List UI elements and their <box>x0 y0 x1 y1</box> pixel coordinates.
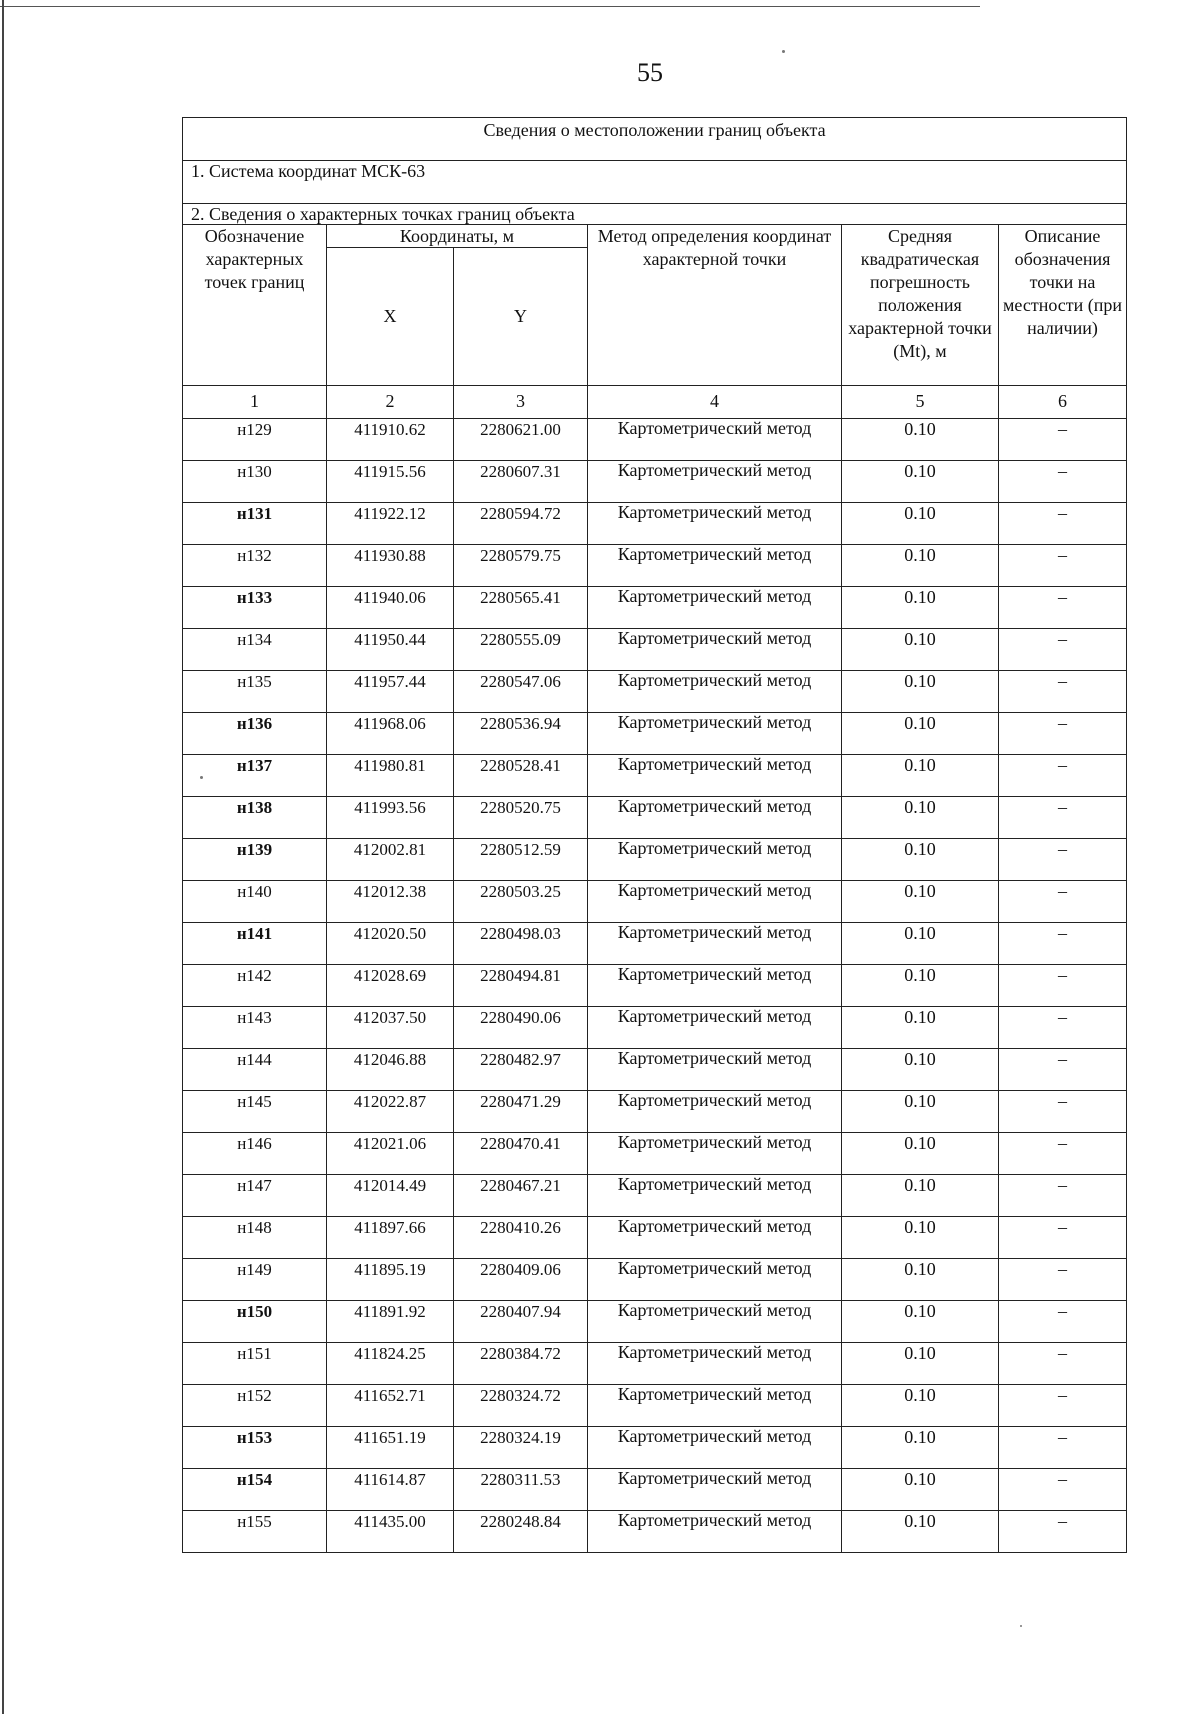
point-description: – <box>999 503 1127 545</box>
point-designation: н132 <box>183 545 327 587</box>
header-description: Описание обозначения точки на местности (при наличии) <box>999 225 1127 386</box>
x-coordinate: 412014.49 <box>327 1175 454 1217</box>
mean-error: 0.10 <box>842 503 999 545</box>
method-cell: Картометрический метод <box>588 1427 842 1469</box>
x-coordinate: 412020.50 <box>327 923 454 965</box>
point-description: – <box>999 965 1127 1007</box>
y-coordinate: 2280324.72 <box>454 1385 588 1427</box>
point-description: – <box>999 1301 1127 1343</box>
header-coordinates: Координаты, м <box>327 225 588 248</box>
method-cell: Картометрический метод <box>588 881 842 923</box>
point-designation: н145 <box>183 1091 327 1133</box>
point-description: – <box>999 839 1127 881</box>
y-coordinate: 2280324.19 <box>454 1427 588 1469</box>
y-coordinate: 2280384.72 <box>454 1343 588 1385</box>
x-coordinate: 411930.88 <box>327 545 454 587</box>
method-cell: Картометрический метод <box>588 1049 842 1091</box>
table-row <box>183 1133 1127 1175</box>
x-coordinate: 411950.44 <box>327 629 454 671</box>
y-coordinate: 2280512.59 <box>454 839 588 881</box>
point-description: – <box>999 1049 1127 1091</box>
y-coordinate: 2280248.84 <box>454 1511 588 1553</box>
mean-error: 0.10 <box>842 587 999 629</box>
table-row <box>183 839 1127 881</box>
x-coordinate: 412022.87 <box>327 1091 454 1133</box>
point-description: – <box>999 1511 1127 1553</box>
method-cell: Картометрический метод <box>588 587 842 629</box>
point-designation: н147 <box>183 1175 327 1217</box>
table-row <box>183 1469 1127 1511</box>
method-cell: Картометрический метод <box>588 839 842 881</box>
header-y: Y <box>454 248 588 386</box>
column-number-1: 1 <box>183 386 327 419</box>
method-cell: Картометрический метод <box>588 1511 842 1553</box>
method-cell: Картометрический метод <box>588 1469 842 1511</box>
x-coordinate: 412021.06 <box>327 1133 454 1175</box>
mean-error: 0.10 <box>842 755 999 797</box>
mean-error: 0.10 <box>842 797 999 839</box>
x-coordinate: 411614.87 <box>327 1469 454 1511</box>
y-coordinate: 2280409.06 <box>454 1259 588 1301</box>
header-mean-error-label: Средняя квадратическая погрешность положения характерной точки (Mt), м <box>848 226 992 361</box>
header-method: Метод определения координат характерной точки <box>588 225 842 386</box>
x-coordinate: 412002.81 <box>327 839 454 881</box>
x-coordinate: 411922.12 <box>327 503 454 545</box>
point-designation: н130 <box>183 461 327 503</box>
method-cell: Картометрический метод <box>588 461 842 503</box>
point-designation: н144 <box>183 1049 327 1091</box>
table-row <box>183 1049 1127 1091</box>
point-description: – <box>999 1427 1127 1469</box>
point-description: – <box>999 461 1127 503</box>
x-coordinate: 412012.38 <box>327 881 454 923</box>
method-cell: Картометрический метод <box>588 713 842 755</box>
x-coordinate: 411993.56 <box>327 797 454 839</box>
column-number-4: 4 <box>588 386 842 419</box>
point-description: – <box>999 713 1127 755</box>
x-coordinate: 411651.19 <box>327 1427 454 1469</box>
mean-error: 0.10 <box>842 1343 999 1385</box>
mean-error: 0.10 <box>842 1091 999 1133</box>
x-coordinate: 411895.19 <box>327 1259 454 1301</box>
table-row <box>183 755 1127 797</box>
y-coordinate: 2280528.41 <box>454 755 588 797</box>
point-description: – <box>999 1133 1127 1175</box>
y-coordinate: 2280407.94 <box>454 1301 588 1343</box>
mean-error: 0.10 <box>842 965 999 1007</box>
method-cell: Картометрический метод <box>588 629 842 671</box>
point-designation: н143 <box>183 1007 327 1049</box>
header-x: X <box>327 248 454 386</box>
mean-error: 0.10 <box>842 545 999 587</box>
x-coordinate: 411957.44 <box>327 671 454 713</box>
point-description: – <box>999 923 1127 965</box>
y-coordinate: 2280621.00 <box>454 419 588 461</box>
x-coordinate: 412037.50 <box>327 1007 454 1049</box>
point-description: – <box>999 629 1127 671</box>
y-coordinate: 2280467.21 <box>454 1175 588 1217</box>
point-description: – <box>999 1343 1127 1385</box>
point-designation: н155 <box>183 1511 327 1553</box>
x-coordinate: 411435.00 <box>327 1511 454 1553</box>
mean-error: 0.10 <box>842 461 999 503</box>
table-row <box>183 713 1127 755</box>
x-coordinate: 412028.69 <box>327 965 454 1007</box>
y-coordinate: 2280555.09 <box>454 629 588 671</box>
method-cell: Картометрический метод <box>588 1301 842 1343</box>
point-description: – <box>999 797 1127 839</box>
mean-error: 0.10 <box>842 1301 999 1343</box>
point-designation: н153 <box>183 1427 327 1469</box>
point-description: – <box>999 881 1127 923</box>
x-coordinate: 411897.66 <box>327 1217 454 1259</box>
point-designation: н136 <box>183 713 327 755</box>
table-row <box>183 671 1127 713</box>
point-designation: н151 <box>183 1343 327 1385</box>
table-row <box>183 629 1127 671</box>
point-designation: н140 <box>183 881 327 923</box>
point-description: – <box>999 755 1127 797</box>
method-cell: Картометрический метод <box>588 1343 842 1385</box>
mean-error: 0.10 <box>842 1427 999 1469</box>
point-designation: н141 <box>183 923 327 965</box>
y-coordinate: 2280547.06 <box>454 671 588 713</box>
table-row <box>183 1427 1127 1469</box>
x-coordinate: 411915.56 <box>327 461 454 503</box>
method-cell: Картометрический метод <box>588 1259 842 1301</box>
mean-error: 0.10 <box>842 923 999 965</box>
method-cell: Картометрический метод <box>588 797 842 839</box>
point-designation: н135 <box>183 671 327 713</box>
method-cell: Картометрический метод <box>588 1385 842 1427</box>
point-description: – <box>999 1385 1127 1427</box>
point-designation: н137 <box>183 755 327 797</box>
point-designation: н131 <box>183 503 327 545</box>
header-mean-error <box>842 225 999 386</box>
point-designation: н134 <box>183 629 327 671</box>
point-description: – <box>999 419 1127 461</box>
table-row <box>183 1091 1127 1133</box>
y-coordinate: 2280503.25 <box>454 881 588 923</box>
x-coordinate: 411980.81 <box>327 755 454 797</box>
point-description: – <box>999 1175 1127 1217</box>
x-coordinate: 411891.92 <box>327 1301 454 1343</box>
point-designation: н148 <box>183 1217 327 1259</box>
point-description: – <box>999 1091 1127 1133</box>
mean-error: 0.10 <box>842 1175 999 1217</box>
y-coordinate: 2280410.26 <box>454 1217 588 1259</box>
y-coordinate: 2280498.03 <box>454 923 588 965</box>
column-number-5: 5 <box>842 386 999 419</box>
point-description: – <box>999 587 1127 629</box>
page-number: 55 <box>637 58 663 87</box>
method-cell: Картометрический метод <box>588 1007 842 1049</box>
scan-speck <box>200 776 203 779</box>
point-description: – <box>999 1469 1127 1511</box>
mean-error: 0.10 <box>842 1049 999 1091</box>
table-row <box>183 797 1127 839</box>
method-cell: Картометрический метод <box>588 1133 842 1175</box>
mean-error: 0.10 <box>842 1217 999 1259</box>
table-row <box>183 587 1127 629</box>
table-row <box>183 1511 1127 1553</box>
column-number-3: 3 <box>454 386 588 419</box>
table-row <box>183 1343 1127 1385</box>
point-designation: н142 <box>183 965 327 1007</box>
point-description: – <box>999 545 1127 587</box>
table-row <box>183 503 1127 545</box>
column-number-6: 6 <box>999 386 1127 419</box>
table-row <box>183 545 1127 587</box>
scan-speck <box>1020 1625 1022 1627</box>
scan-left-edge <box>2 0 4 1714</box>
mean-error: 0.10 <box>842 839 999 881</box>
y-coordinate: 2280482.97 <box>454 1049 588 1091</box>
point-designation: н152 <box>183 1385 327 1427</box>
y-coordinate: 2280536.94 <box>454 713 588 755</box>
method-cell: Картометрический метод <box>588 923 842 965</box>
mean-error: 0.10 <box>842 629 999 671</box>
y-coordinate: 2280607.31 <box>454 461 588 503</box>
y-coordinate: 2280311.53 <box>454 1469 588 1511</box>
y-coordinate: 2280565.41 <box>454 587 588 629</box>
boundary-points-table <box>182 117 1127 1553</box>
y-coordinate: 2280520.75 <box>454 797 588 839</box>
y-coordinate: 2280490.06 <box>454 1007 588 1049</box>
y-coordinate: 2280470.41 <box>454 1133 588 1175</box>
point-designation: н138 <box>183 797 327 839</box>
scan-top-edge <box>0 6 980 7</box>
table-row <box>183 881 1127 923</box>
point-description: – <box>999 1217 1127 1259</box>
point-description: – <box>999 671 1127 713</box>
x-coordinate: 411940.06 <box>327 587 454 629</box>
method-cell: Картометрический метод <box>588 965 842 1007</box>
table-row <box>183 1385 1127 1427</box>
point-designation: н150 <box>183 1301 327 1343</box>
table-row <box>183 1301 1127 1343</box>
y-coordinate: 2280594.72 <box>454 503 588 545</box>
y-coordinate: 2280494.81 <box>454 965 588 1007</box>
table-row <box>183 965 1127 1007</box>
point-designation: н129 <box>183 419 327 461</box>
section-heading: 2. Сведения о характерных точках границ объекта <box>183 204 1127 225</box>
mean-error: 0.10 <box>842 713 999 755</box>
point-designation: н146 <box>183 1133 327 1175</box>
method-cell: Картометрический метод <box>588 419 842 461</box>
mean-error: 0.10 <box>842 881 999 923</box>
mean-error: 0.10 <box>842 671 999 713</box>
point-designation: н149 <box>183 1259 327 1301</box>
x-coordinate: 411968.06 <box>327 713 454 755</box>
table-row <box>183 1007 1127 1049</box>
method-cell: Картометрический метод <box>588 671 842 713</box>
table-row <box>183 1217 1127 1259</box>
table-title: Сведения о местоположении границ объекта <box>183 118 1127 161</box>
mean-error: 0.10 <box>842 1259 999 1301</box>
method-cell: Картометрический метод <box>588 503 842 545</box>
table-row <box>183 923 1127 965</box>
method-cell: Картометрический метод <box>588 1091 842 1133</box>
table-row <box>183 1259 1127 1301</box>
mean-error: 0.10 <box>842 1385 999 1427</box>
method-cell: Картометрический метод <box>588 1217 842 1259</box>
x-coordinate: 411824.25 <box>327 1343 454 1385</box>
table-row <box>183 1175 1127 1217</box>
method-cell: Картометрический метод <box>588 755 842 797</box>
point-designation: н154 <box>183 1469 327 1511</box>
header-point-designation: Обозначение характерных точек границ <box>183 225 327 386</box>
x-coordinate: 411910.62 <box>327 419 454 461</box>
mean-error: 0.10 <box>842 1007 999 1049</box>
y-coordinate: 2280579.75 <box>454 545 588 587</box>
mean-error: 0.10 <box>842 1469 999 1511</box>
table-row <box>183 419 1127 461</box>
column-number-2: 2 <box>327 386 454 419</box>
method-cell: Картометрический метод <box>588 545 842 587</box>
coordinate-system: 1. Система координат МСК-63 <box>183 161 1127 204</box>
point-designation: н133 <box>183 587 327 629</box>
method-cell: Картометрический метод <box>588 1175 842 1217</box>
point-designation: н139 <box>183 839 327 881</box>
y-coordinate: 2280471.29 <box>454 1091 588 1133</box>
x-coordinate: 411652.71 <box>327 1385 454 1427</box>
mean-error: 0.10 <box>842 419 999 461</box>
point-description: – <box>999 1007 1127 1049</box>
scan-speck <box>782 50 785 53</box>
mean-error: 0.10 <box>842 1511 999 1553</box>
mean-error: 0.10 <box>842 1133 999 1175</box>
point-description: – <box>999 1259 1127 1301</box>
x-coordinate: 412046.88 <box>327 1049 454 1091</box>
table-row <box>183 461 1127 503</box>
